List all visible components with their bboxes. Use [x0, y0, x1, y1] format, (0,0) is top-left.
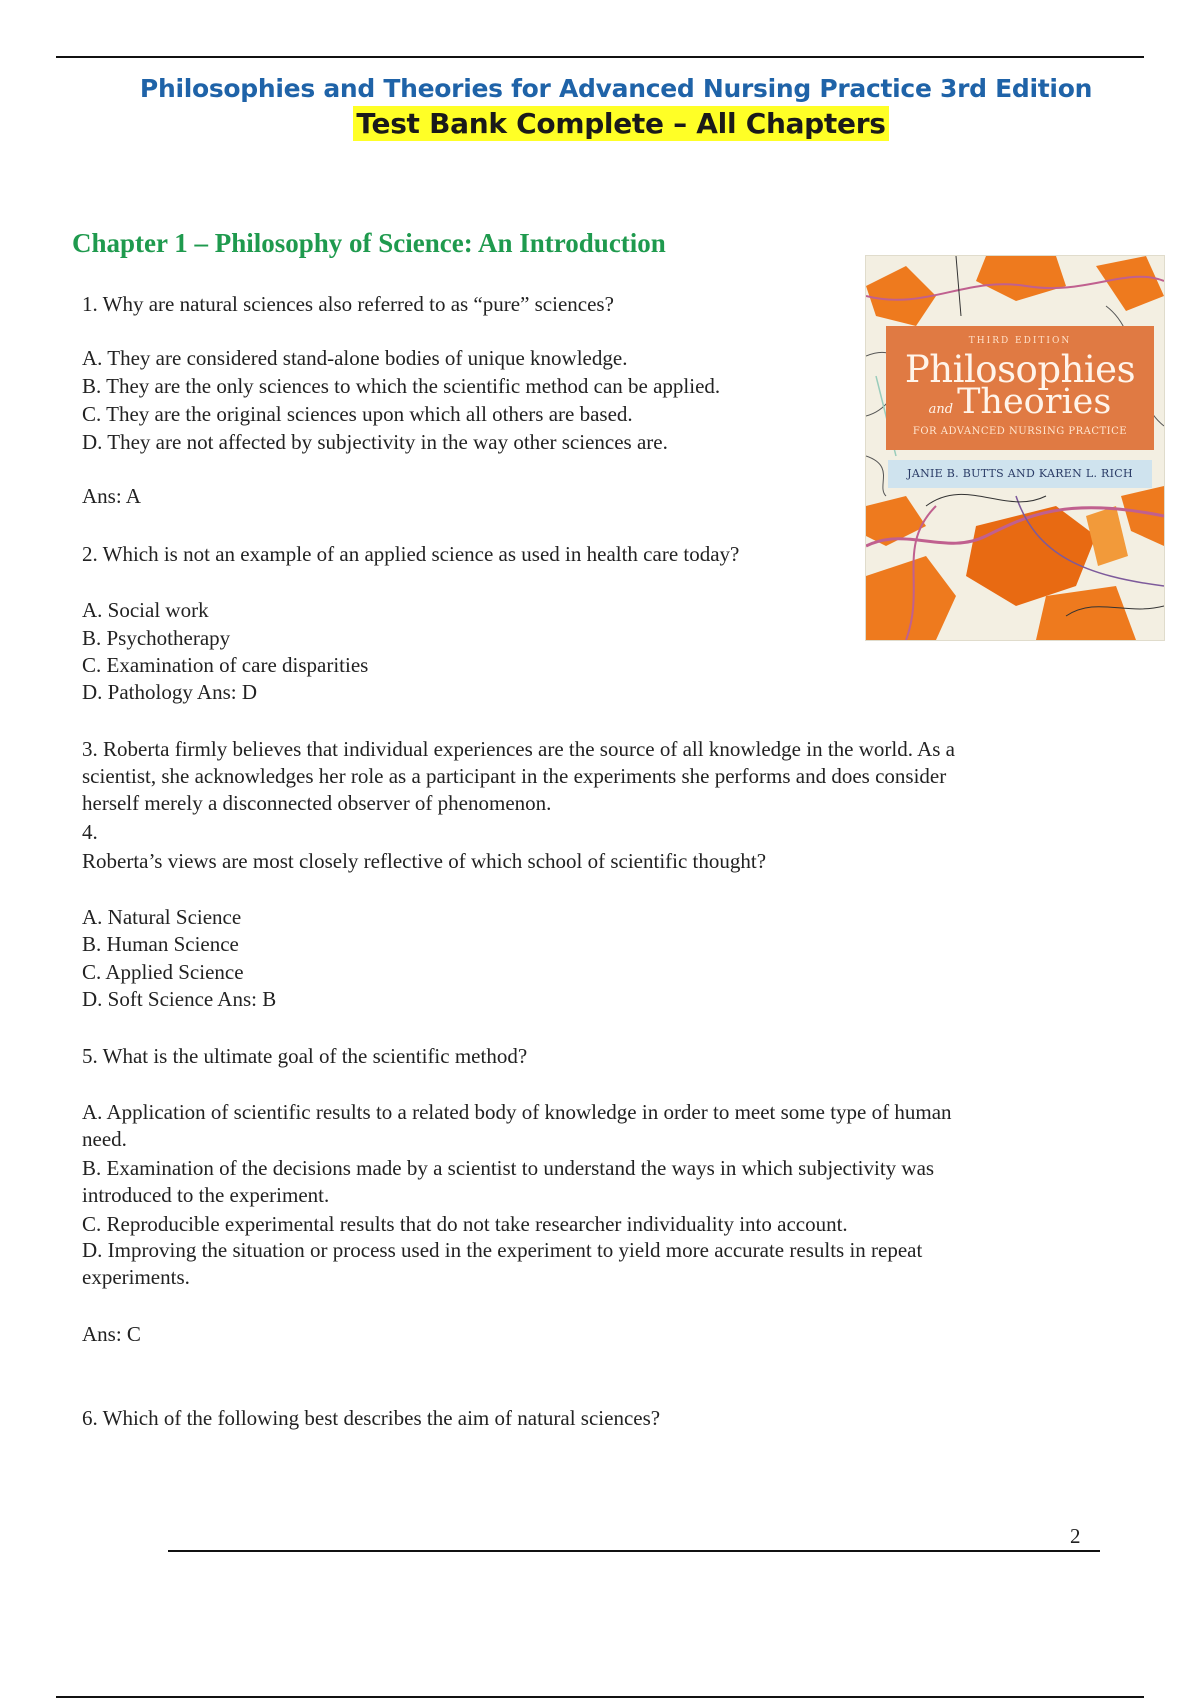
cover-edition: THIRD EDITION [968, 336, 1072, 346]
question-3-line-3: herself merely a disconnected observer of phenomenon. [82, 791, 552, 815]
cover-title-band [886, 326, 1154, 450]
page-number: 2 [1070, 1524, 1081, 1548]
answer-1: Ans: A [82, 484, 141, 508]
cover-title-line-2 [886, 382, 1154, 422]
option-2c: C. Examination of care disparities [82, 653, 369, 677]
option-2d: D. Pathology Ans: D [82, 680, 258, 704]
subtitle-highlight: Test Bank Complete – All Chapters [353, 106, 888, 141]
cover-authors: JANIE B. BUTTS AND KAREN L. RICH [888, 460, 1152, 488]
question-4: Roberta’s views are most closely reflective of which school of scientific thought? [82, 849, 767, 873]
option-1b: B. They are the only sciences to which the scientific method can be applied. [82, 374, 721, 398]
option-5d-line-2: experiments. [82, 1265, 190, 1289]
question-4-number: 4. [82, 820, 98, 844]
option-5b-line-2: introduced to the experiment. [82, 1183, 330, 1207]
cover-and: and [928, 402, 954, 417]
option-5a-line-2: need. [82, 1127, 127, 1151]
question-2: 2. Which is not an example of an applied science as used in health care today? [82, 542, 740, 566]
option-2a: A. Social work [82, 598, 209, 622]
question-6: 6. Which of the following best describes the aim of natural sciences? [82, 1406, 661, 1430]
question-1: 1. Why are natural sciences also referred to as “pure” sciences? [82, 292, 614, 316]
option-4d: D. Soft Science Ans: B [82, 987, 277, 1011]
option-1a: A. They are considered stand-alone bodies of unique knowledge. [82, 346, 628, 370]
option-2b: B. Psychotherapy [82, 626, 231, 650]
option-4a: A. Natural Science [82, 905, 242, 929]
option-5a-line-1: A. Application of scientific results to a related body of knowledge in order to meet some type of human [82, 1100, 952, 1124]
document-title: Philosophies and Theories for Advanced Nursing Practice 3rd Edition [139, 74, 1093, 103]
option-1c: C. They are the original sciences upon which all others are based. [82, 402, 633, 426]
answer-5: Ans: C [82, 1322, 141, 1346]
bottom-rule [56, 1696, 1144, 1698]
option-4b: B. Human Science [82, 932, 239, 956]
question-3-line-1: 3. Roberta firmly believes that individual experiences are the source of all knowledge in the world. As a [82, 737, 955, 761]
document-subtitle [56, 107, 1186, 140]
option-5b-line-1: B. Examination of the decisions made by a scientist to understand the ways in which subjectivity was [82, 1156, 935, 1180]
chapter-title: Chapter 1 – Philosophy of Science: An Introduction [72, 228, 666, 258]
option-1d: D. They are not affected by subjectivity in the way other sciences are. [82, 430, 668, 454]
cover-tagline: FOR ADVANCED NURSING PRACTICE [912, 426, 1128, 437]
option-4c: C. Applied Science [82, 960, 244, 984]
question-5: 5. What is the ultimate goal of the scientific method? [82, 1044, 528, 1068]
option-5d-line-1: D. Improving the situation or process used in the experiment to yield more accurate results in repeat [82, 1238, 923, 1262]
footer-rule [168, 1550, 1100, 1552]
book-cover-image [866, 256, 1164, 640]
question-3-line-2: scientist, she acknowledges her role as a participant in the experiments she performs and does consider [82, 764, 947, 788]
cover-title-line-1: Philosophies [904, 348, 1136, 391]
cover-title-theories: Theories [957, 382, 1112, 422]
top-rule [56, 56, 1144, 58]
option-5c: C. Reproducible experimental results that do not take researcher individuality into account. [82, 1212, 848, 1236]
